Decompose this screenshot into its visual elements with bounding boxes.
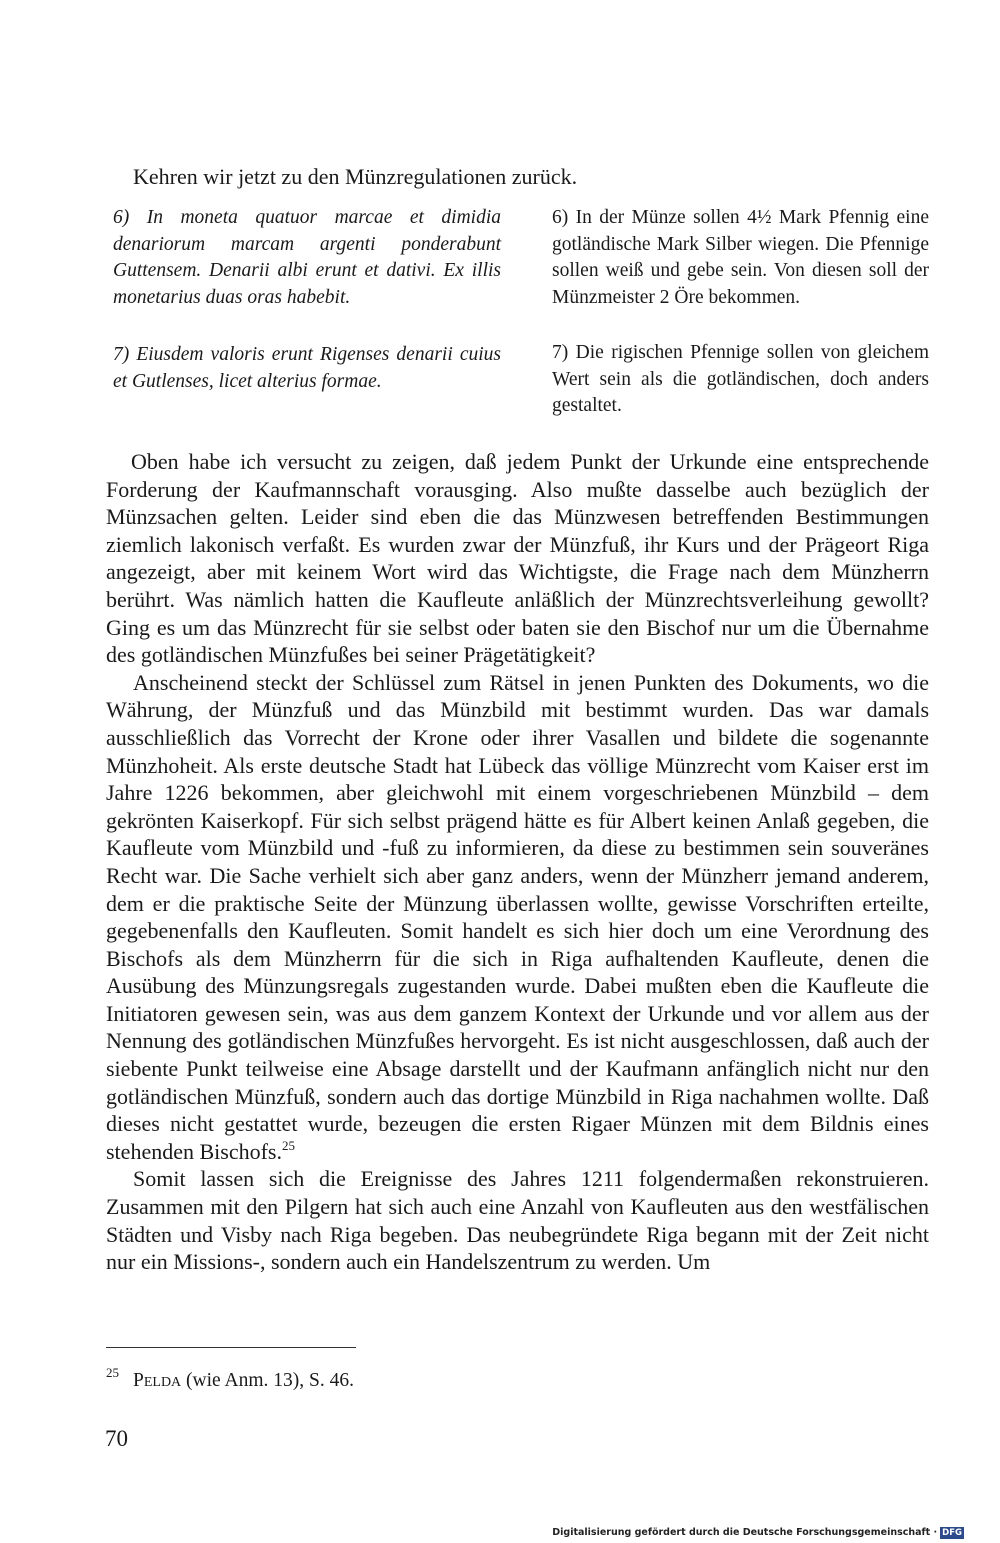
- body-paragraph-3: Somit lassen sich die Ereignisse des Jahres 1211 folgendermaßen rekonstruieren. Zusammen mit den Pilgern hat sich auch eine Anzahl von Kaufleuten aus den westfälischen Städten und Visby nach Riga begeben. Das neubegründete Riga begann mit der Zeit nicht nur ein Missions-, sondern auch ein Handelszentrum zu werden. Um: [106, 1166, 929, 1275]
- footnote-25: [106, 1360, 354, 1394]
- main-text: [106, 448, 929, 1276]
- dfg-logo: DFG: [942, 1528, 962, 1538]
- footnote-text: (wie Anm. 13), S. 46.: [181, 1370, 354, 1391]
- footnote-divider: [106, 1347, 356, 1348]
- credit-text: Digitalisierung gefördert durch die Deutsche Forschungsgemeinschaft ·: [552, 1527, 938, 1538]
- footnote-number: 25: [106, 1365, 119, 1380]
- body-paragraph-2-text: Anscheinend steckt der Schlüssel zum Rätsel in jenen Punkten des Dokuments, wo die Währung, der Münzfuß und das Münzbild mit bestimmt wurden. Das war damals ausschließlich das Vorrecht der Krone oder ihrer Vasallen und bildete die sogenannte Münzhoheit. Als erste deutsche Stadt hat Lübeck das völlige Münzrecht vom Kaiser erst im Jahre 1226 bekommen, aber gleichwohl mit einem vorgeschriebenen Münzbild – dem gekrönten Kaiserkopf. Für sich selbst prägend hätte es für Albert keinen Anlaß gegeben, die Kaufleute vom Münzbild und -fuß zu informieren, da diese zu bestimmen sein souveränes Recht war. Die Sache verhielt sich aber ganz anders, wenn der Münzherr jemand anderem, dem er die praktische Seite der Münzung überlassen wollte, gewisse Vorschriften erteilte, gegebenenfalls den Kaufleuten. Somit handelt es sich hier doch um eine Verordnung des Bischofs als dem Münzherrn für die sich in Riga aufhaltenden Kaufleute, denen die Ausübung des Münzungsregals zugestanden wurde. Dabei mußten eben die Kaufleute die Initiatoren gewesen sein, was aus dem ganzem Kontext der Urkunde und vor allem aus der Nennung des gotländischen Münzfußes hervorgeht. Es ist nicht ausgeschlossen, daß auch der siebente Punkt teilweise eine Absage darstellt und der Kaufmann anfänglich nicht nur den gotländischen Münzfuß, sondern auch das dortige Münzbild in Riga nachahmen wollte. Daß dieses nicht gestattet wurde, bezeugen die ersten Rigaer Münzen mit dem Bildnis eines stehenden Bischofs.: [106, 669, 929, 1164]
- footnote-reference-25: 25: [281, 1137, 295, 1153]
- german-translation-6: 6) In der Münze sollen 4½ Mark Pfennig eine gotländische Mark Silber wiegen. Die Pfennige sollen weiß und gebe sein. Von diesen soll der Münzmeister 2 Öre bekommen.: [552, 207, 929, 308]
- footnote-author: Pelda: [133, 1370, 182, 1391]
- latin-clause-6: 6) In moneta quatuor marcae et dimidia denariorum marcam argenti ponderabunt Guttensem. Denarii albi erunt et dativi. Ex illis monetarius duas oras habebit.: [113, 207, 501, 308]
- german-translation-7: 7) Die rigischen Pfennige sollen von gleichem Wert sein als die gotländischen, doch anders gestaltet.: [552, 342, 929, 416]
- intro-sentence: Kehren wir jetzt zu den Münzregulationen zurück.: [133, 164, 578, 189]
- body-paragraph-1: Oben habe ich versucht zu zeigen, daß jedem Punkt der Urkunde eine entsprechende Forderung der Kaufmannschaft vorausging. Also mußte dasselbe auch bezüglich der Münzsachen gelten. Leider sind eben die das Münzwesen betreffenden Bestimmungen ziemlich lakonisch verfaßt. Es wurden zwar der Münzfuß, ihr Kurs und der Prägeort Riga angezeigt, aber mit keinem Wort wird das Wichtigste, die Frage nach dem Münzherrn berührt. Was nämlich hatten die Kaufleute anläßlich der Münzrechtsverleihung gewollt? Ging es um das Münzrecht für sie selbst oder baten sie den Bischof nur um die Übernahme des gotländischen Münzfußes bei seiner Prägetätigkeit?: [106, 449, 929, 668]
- latin-clause-7: 7) Eiusdem valoris erunt Rigenses denarii cuius et Gutlenses, licet alterius formae.: [113, 344, 501, 392]
- body-paragraph-2: [106, 669, 929, 1166]
- digitization-credit: [552, 1526, 964, 1540]
- page-number: 70: [105, 1426, 128, 1451]
